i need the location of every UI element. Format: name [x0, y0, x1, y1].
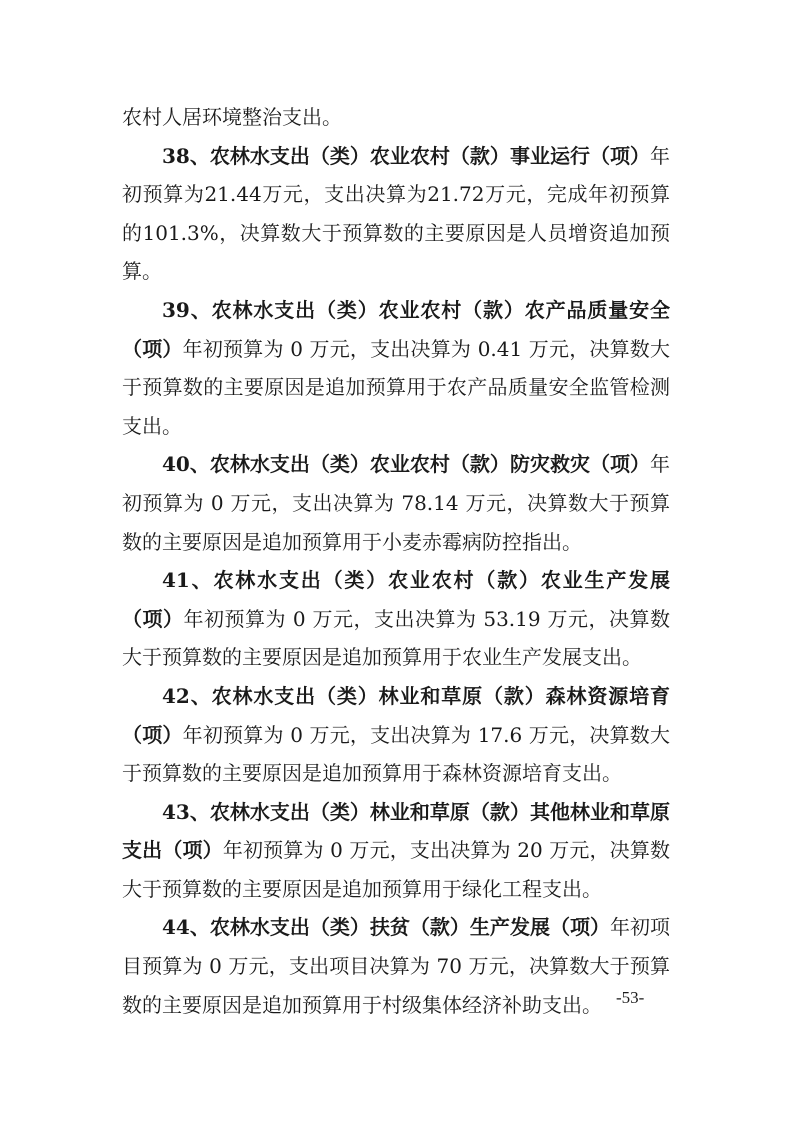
item-heading: 43、农林水支出（类）林业和草原（款）其他林业和草原支出（项） [122, 799, 670, 863]
page-number: -53- [616, 988, 645, 1007]
item-42 [122, 677, 670, 793]
page-content [122, 98, 670, 1024]
item-39 [122, 291, 670, 445]
intro-paragraph [122, 98, 670, 137]
item-heading: 41、农林水支出（类）农业农村（款）农业生产发展（项） [122, 568, 670, 631]
item-40 [122, 445, 670, 561]
item-heading: 40、农林水支出（类）农业农村（款）防灾救灾（项） [162, 452, 650, 477]
item-body: 年初预算为 0 万元，支出决算为 78.14 万元，决算数大于预算数的主要原因是追加预算用于小麦赤霉病防控指出。 [122, 452, 670, 554]
item-body: 年初项目预算为 0 万元，支出项目决算为 70 万元，决算数大于预算数的主要原因是追加预算用于村级集体经济补助支出。 [122, 915, 670, 1017]
item-44 [122, 908, 670, 1024]
item-body: 年初预算为 0 万元，支出决算为 20 万元，决算数大于预算数的主要原因是追加预算用于绿化工程支出。 [122, 838, 671, 901]
item-body: 年初预算为 0 万元，支出决算为 53.19 万元，决算数大于预算数的主要原因是追加预算用于农业生产发展支出。 [122, 606, 670, 670]
item-heading: 42、农林水支出（类）林业和草原（款）森林资源培育（项） [122, 683, 670, 747]
item-heading: 39、农林水支出（类）农业农村（款）农产品质量安全（项） [122, 297, 670, 361]
item-41 [122, 561, 670, 677]
item-body: 年初预算为 0 万元，支出决算为 0.41 万元，决算数大于预算数的主要原因是追加预算用于农产品质量安全监管检测支出。 [122, 336, 671, 438]
item-43 [122, 793, 670, 909]
item-body: 年初预算为 0 万元，支出决算为 17.6 万元，决算数大于预算数的主要原因是追加预算用于森林资源培育支出。 [122, 722, 671, 786]
intro-text: 农村人居环境整治支出。 [122, 105, 342, 129]
item-heading: 38、农林水支出（类）农业农村（款）事业运行（项） [162, 143, 650, 168]
item-body: 年初预算为21.44万元，支出决算为21.72万元，完成年初预算的101.3%，决算数大于预算数的主要原因是人员增资追加预算。 [122, 143, 670, 284]
item-heading: 44、农林水支出（类）扶贫（款）生产发展（项） [162, 915, 610, 940]
item-38 [122, 137, 670, 291]
